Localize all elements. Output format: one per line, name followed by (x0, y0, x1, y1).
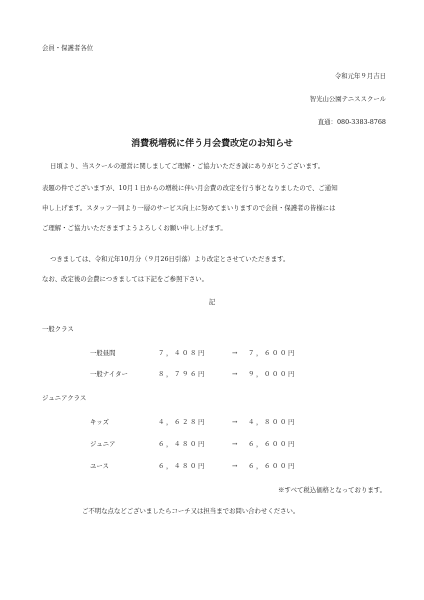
recipient: 会員・保護者各位 (42, 44, 94, 52)
fee-class-name: 一般ナイター (90, 370, 128, 378)
body-line-2: 表題の件でございますが、10月１日からの増税に伴い月会費の改定を行う事となりましたので、ご通知 (42, 184, 338, 192)
sender-contact: 直通：080-3383-8768 (317, 118, 386, 126)
body-line-4: ご理解・ご協力いただきますようよろしくお願い申し上げます。 (42, 224, 227, 232)
fee-old-price: ６，４８０円 (158, 440, 206, 448)
fee-old-price: ８，７９６円 (158, 370, 206, 378)
section-junior-class: ジュニアクラス (42, 394, 87, 402)
body-line-5: つきましては、令和元年10月分（９月26日引落）より改定とさせていただきます。 (50, 255, 290, 263)
body-line-6: なお、改定後の会費につきましては下記をご参照下さい。 (42, 275, 209, 283)
fee-new-price: ４，８００円 (248, 418, 296, 426)
letter-date: 令和元年９月吉日 (334, 72, 386, 80)
fee-old-price: ４，６２８円 (158, 418, 206, 426)
fee-class-name: ジュニア (90, 440, 116, 448)
arrow-right-icon: → (232, 418, 238, 426)
section-general-class: 一般クラス (42, 325, 74, 333)
arrow-right-icon: → (232, 440, 238, 448)
fee-class-name: 一般昼間 (90, 349, 116, 357)
fee-new-price: ７，６００円 (248, 349, 296, 357)
letter-title: 消費税増税に伴う月会費改定のお知らせ (131, 139, 293, 149)
fee-old-price: ７，４０８円 (158, 349, 206, 357)
fee-class-name: ユース (90, 462, 109, 470)
fee-class-name: キッズ (90, 418, 110, 426)
sender-name: 智光山公園テニススクール (309, 95, 386, 103)
fee-new-price: ６，６００円 (248, 440, 296, 448)
closing-note: ご不明な点などございましたらコーチ又は担当までお問い合わせください。 (82, 507, 300, 515)
body-line-3: 申し上げます。スタッフ一同より一層のサービス向上に努めてまいりますので会員・保護者の皆様には (42, 204, 336, 212)
tax-note: ※すべて税込価格となっております。 (278, 486, 386, 494)
arrow-right-icon: → (232, 349, 238, 357)
fee-new-price: ９，０００円 (248, 370, 296, 378)
arrow-right-icon: → (232, 370, 238, 378)
ki-marker: 記 (208, 298, 216, 306)
fee-old-price: ６，４８０円 (158, 462, 206, 470)
body-line-1: 日頃より、当スクールの運営に関しましてご理解・ご協力いただき誠にありがとうございます。 (50, 162, 325, 170)
fee-new-price: ６，６００円 (248, 462, 296, 470)
arrow-right-icon: → (232, 462, 238, 470)
